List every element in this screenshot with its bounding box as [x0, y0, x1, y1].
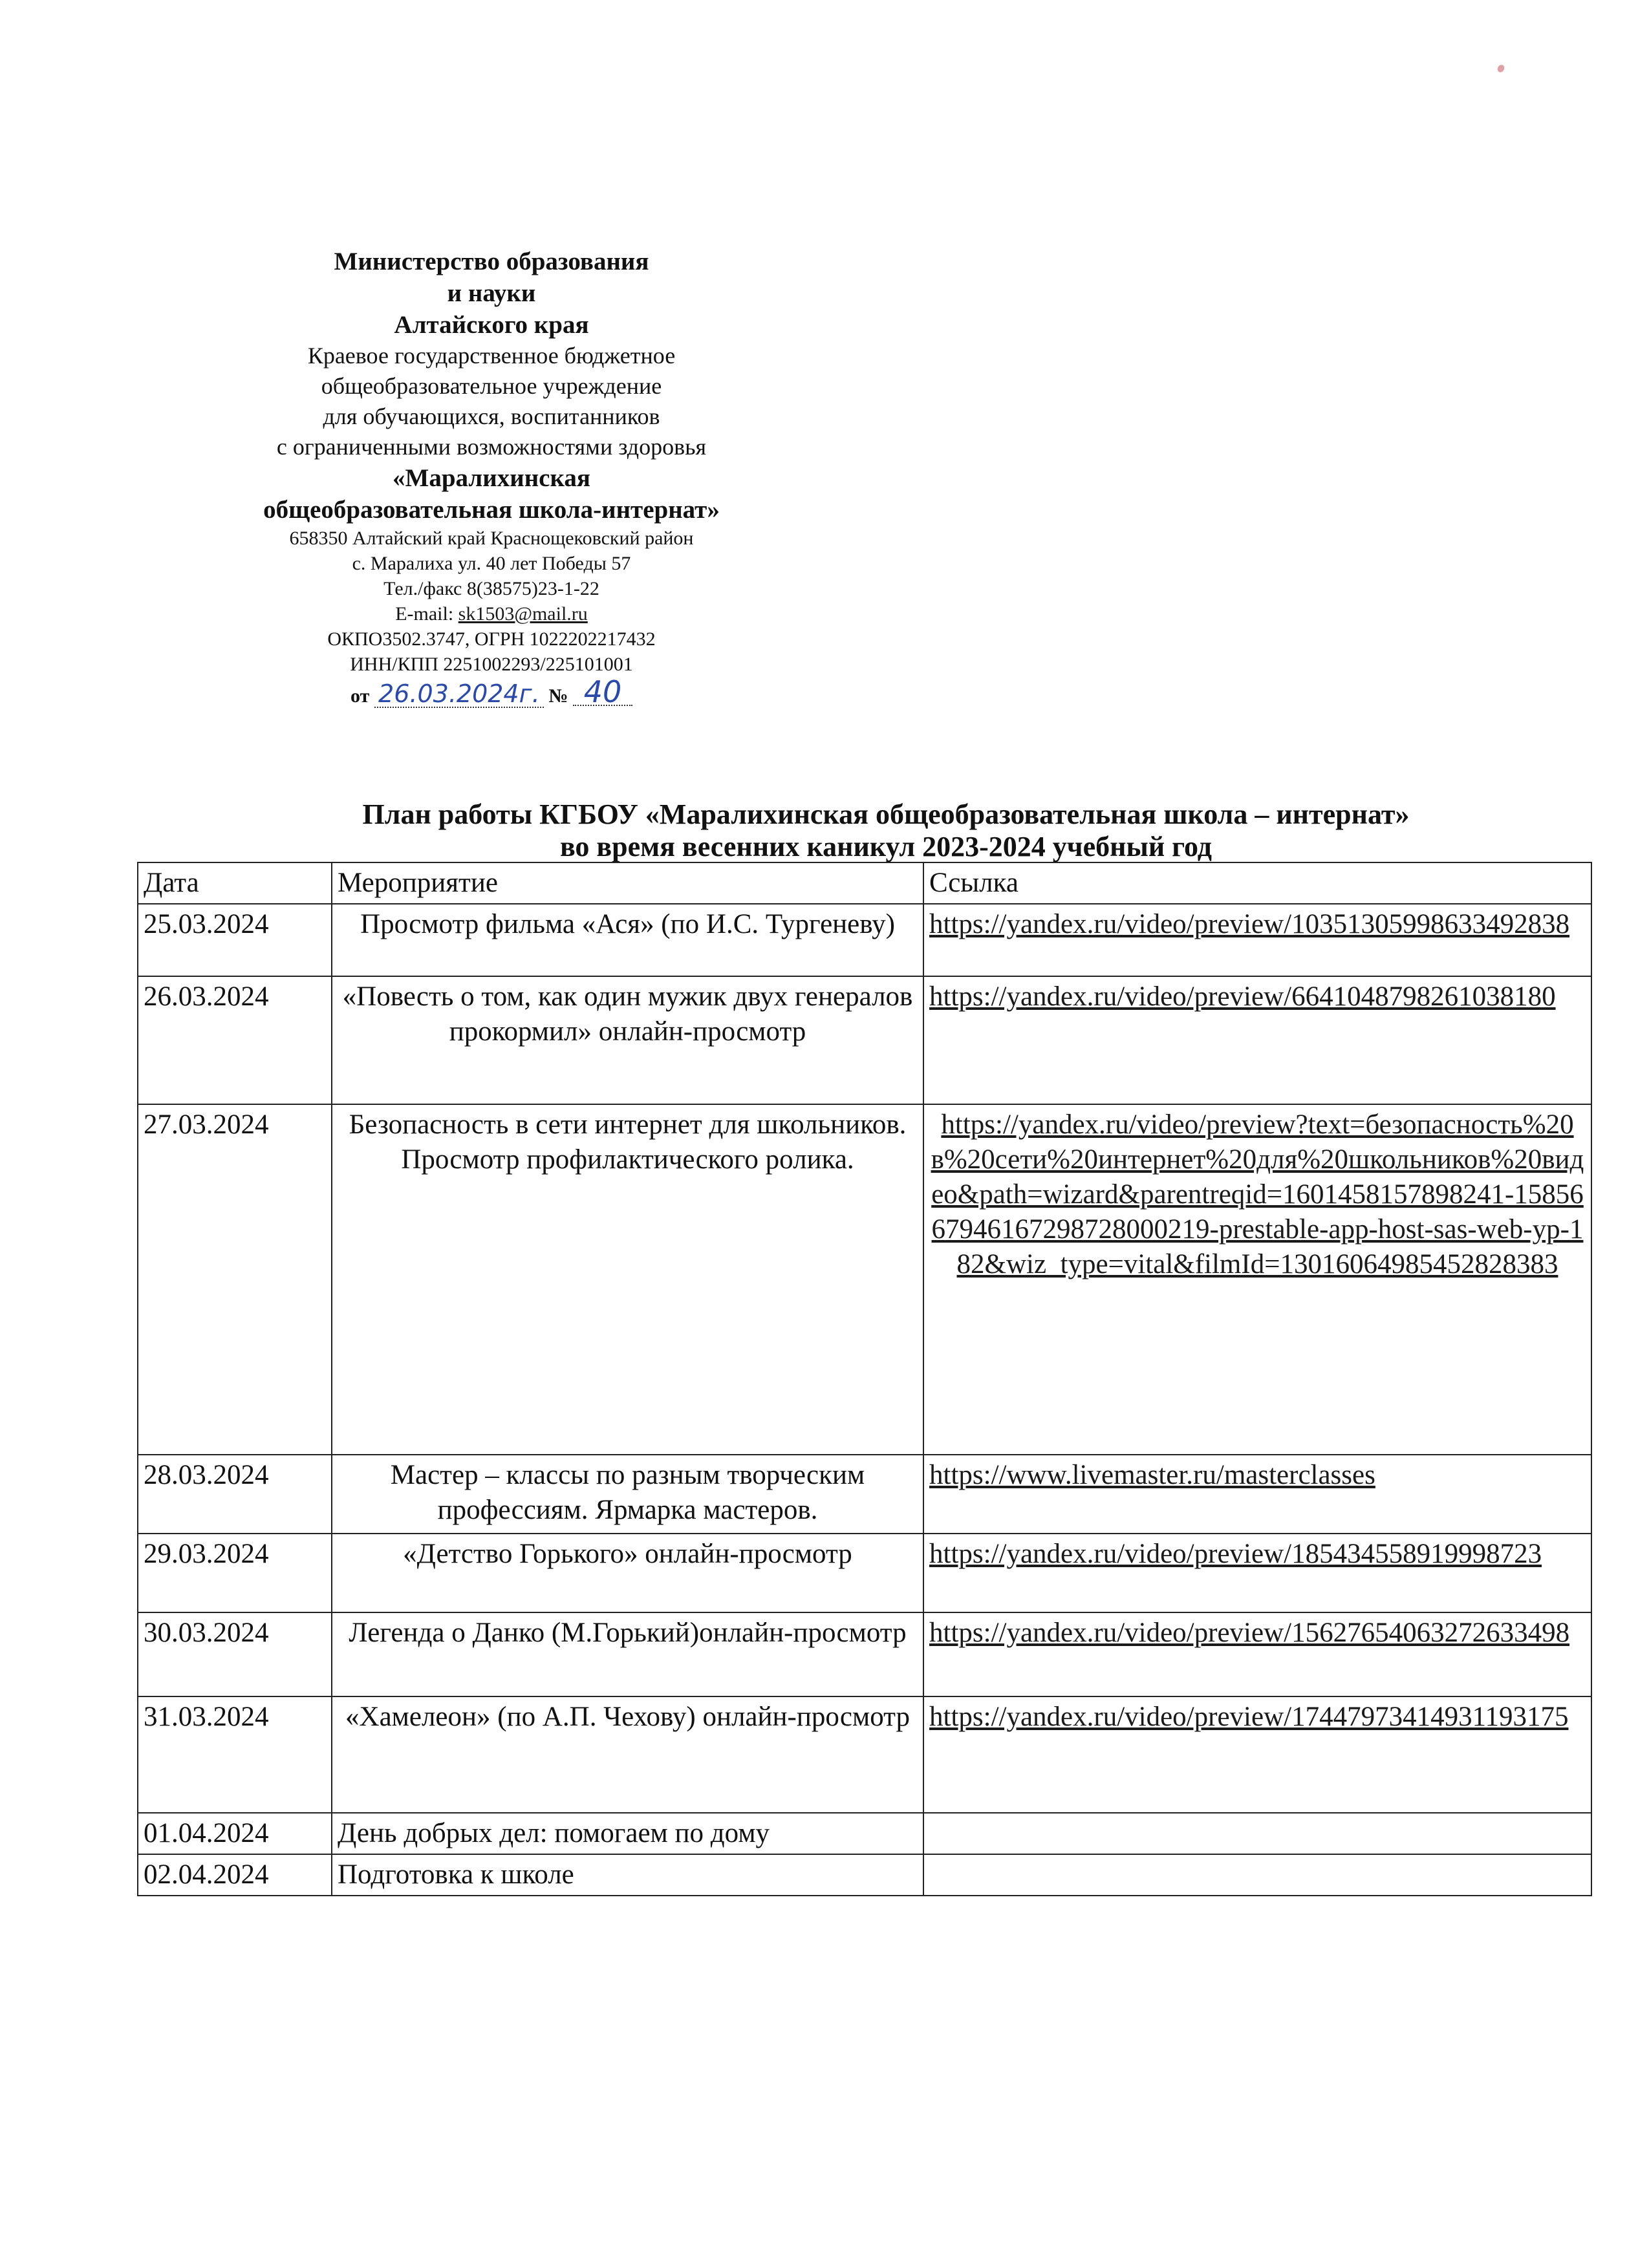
org-line: общеобразовательное учреждение [321, 373, 662, 399]
plan-title [246, 798, 1526, 863]
link-cell [923, 1534, 1591, 1612]
event-cell: День добрых дел: помогаем по дому [332, 1813, 923, 1854]
link-cell [923, 904, 1591, 976]
school-name-line: «Маралихинская [393, 464, 590, 492]
link-cell [923, 1612, 1591, 1696]
event-cell: Мастер – классы по разным творческим профессиям. Ярмарка мастеров. [332, 1455, 923, 1534]
table-row [138, 976, 1591, 1104]
event-cell: Просмотр фильма «Ася» (по И.С. Тургеневу) [332, 904, 923, 976]
link-cell [923, 1104, 1591, 1455]
table-row [138, 1534, 1591, 1612]
table-header-row [138, 862, 1591, 904]
address-line: с. Маралиха ул. 40 лет Победы 57 [352, 553, 631, 574]
table-row [138, 1104, 1591, 1455]
date-cell: 01.04.2024 [138, 1813, 332, 1854]
link-cell [923, 1696, 1591, 1813]
plan-table [137, 862, 1592, 1896]
event-cell: «Повесть о том, как один мужик двух генералов прокормил» онлайн-просмотр [332, 976, 923, 1104]
event-cell: Легенда о Данко (М.Горький)онлайн-просмотр [332, 1612, 923, 1696]
date-cell: 27.03.2024 [138, 1104, 332, 1455]
event-cell: «Детство Горького» онлайн-просмотр [332, 1534, 923, 1612]
video-link[interactable]: https://yandex.ru/video/preview?text=безопасность%20в%20сети%20интернет%20для%20школьников%20видео&path=wizard&parentreqid=1601458157898241-1585667946167298728000219-prestable-app-host-sas-web-yp-182&wiz_type=vital&filmId=13016064985452828383 [931, 1109, 1584, 1279]
link-cell [923, 1813, 1591, 1854]
org-line: для обучающихся, воспитанников [323, 403, 660, 429]
table-row [138, 1696, 1591, 1813]
phone-line: Тел./факс 8(38575)23-1-22 [383, 578, 599, 599]
event-cell: Безопасность в сети интернет для школьников. Просмотр профилактического ролика. [332, 1104, 923, 1455]
plan-title-line: План работы КГБОУ «Маралихинская общеобразовательная школа – интернат» [362, 798, 1410, 830]
date-cell: 26.03.2024 [138, 976, 332, 1104]
date-cell: 02.04.2024 [138, 1854, 332, 1896]
column-header-link: Ссылка [923, 862, 1591, 904]
number-label: № [548, 685, 568, 707]
address-line: 658350 Алтайский край Краснощековский район [289, 528, 694, 549]
handwritten-date: 26.03.2024г. [374, 681, 544, 708]
date-cell: 25.03.2024 [138, 904, 332, 976]
scan-speck [1496, 63, 1506, 73]
link-cell [923, 1455, 1591, 1534]
table-row [138, 1854, 1591, 1896]
link-cell [923, 976, 1591, 1104]
table-row [138, 1813, 1591, 1854]
video-link[interactable]: https://yandex.ru/video/preview/6641048798261038180 [929, 981, 1556, 1012]
ministry-line: Министерство образования [334, 248, 649, 275]
table-row [138, 1455, 1591, 1534]
plan-title-line: во время весенних каникул 2023-2024 учебный год [559, 831, 1212, 862]
column-header-date: Дата [138, 862, 332, 904]
event-cell: «Хамелеон» (по А.П. Чехову) онлайн-просмотр [332, 1696, 923, 1813]
email-label: E-mail: [395, 603, 454, 625]
link-cell [923, 1854, 1591, 1896]
date-cell: 30.03.2024 [138, 1612, 332, 1696]
column-header-event: Мероприятие [332, 862, 923, 904]
org-line: Краевое государственное бюджетное [307, 343, 676, 369]
doc-ref-line [194, 674, 789, 709]
video-link[interactable]: https://yandex.ru/video/preview/15627654063272633498 [929, 1618, 1570, 1648]
table-row [138, 1612, 1591, 1696]
letterhead [194, 246, 789, 709]
video-link[interactable]: https://yandex.ru/video/preview/185434558919998723 [929, 1539, 1542, 1569]
table-row [138, 904, 1591, 976]
from-label: от [350, 685, 370, 707]
video-link[interactable]: https://yandex.ru/video/preview/17447973414931193175 [929, 1702, 1569, 1732]
date-cell: 29.03.2024 [138, 1534, 332, 1612]
date-cell: 28.03.2024 [138, 1455, 332, 1534]
website-link[interactable]: https://www.livemaster.ru/masterclasses [929, 1460, 1375, 1490]
handwritten-number: 40 [573, 679, 632, 706]
email-link[interactable]: sk1503@mail.ru [458, 603, 588, 625]
ministry-line: и науки [447, 279, 536, 307]
ministry-line: Алтайского края [394, 311, 589, 339]
date-cell: 31.03.2024 [138, 1696, 332, 1813]
okpo-line: ОКПО3502.3747, ОГРН 1022202217432 [327, 628, 656, 650]
event-cell: Подготовка к школе [332, 1854, 923, 1896]
school-name-line: общеобразовательная школа-интернат» [263, 496, 720, 524]
email-line [194, 601, 789, 626]
video-link[interactable]: https://yandex.ru/video/preview/10351305998633492838 [929, 909, 1570, 939]
inn-line: ИНН/КПП 2251002293/225101001 [350, 654, 633, 675]
org-line: с ограниченными возможностями здоровья [276, 434, 707, 460]
